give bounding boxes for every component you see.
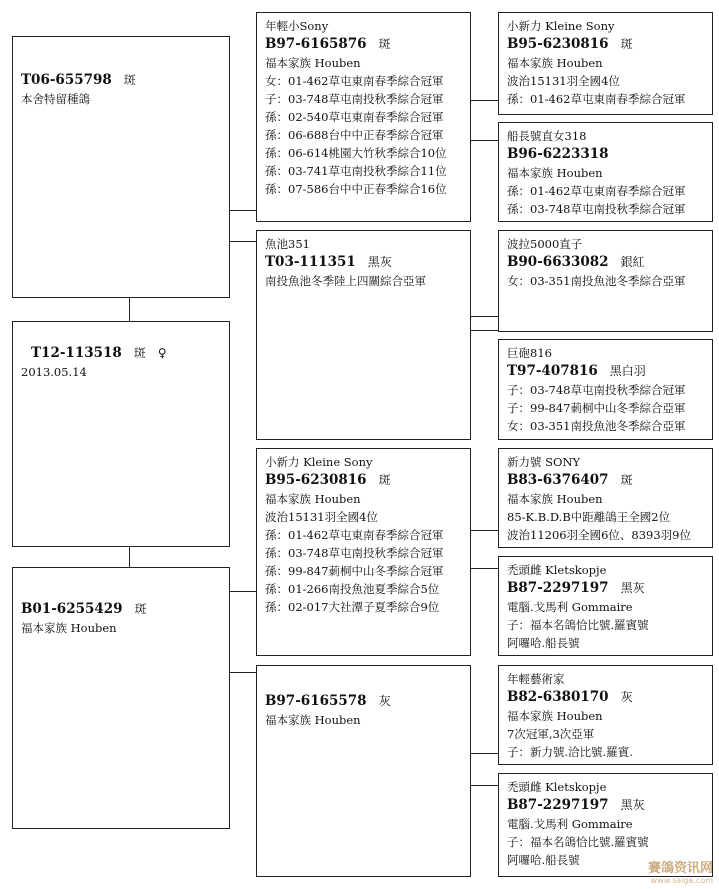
subject-date: 2013.05.14 bbox=[21, 365, 87, 379]
ds-line: 孫：01-462草屯東南春季綜合冠軍 bbox=[265, 528, 444, 542]
connector bbox=[470, 140, 498, 141]
ss-line: 孫：02-540草屯東南春季綜合冠軍 bbox=[265, 110, 444, 124]
watermark-text: 賽鴿资讯网 bbox=[647, 861, 713, 876]
sd-ring: T03-111351 黑灰 bbox=[265, 254, 392, 270]
dsd-line: 阿囉哈.船長號 bbox=[507, 636, 580, 650]
ssd-line: 孫：03-748草屯南投秋季綜合冠軍 bbox=[507, 202, 686, 216]
connector bbox=[470, 568, 498, 569]
connector bbox=[470, 100, 498, 101]
sdd-line: 女：03-351南投魚池冬季綜合亞軍 bbox=[507, 419, 686, 433]
sss-name: 小新力 Kleine Sony bbox=[507, 19, 615, 33]
ds-line: 福本家族 Houben bbox=[265, 492, 361, 506]
ssd-name: 船長號直女318 bbox=[507, 129, 587, 143]
dds-ring: B82-6380170 灰 bbox=[507, 689, 633, 705]
dsd-ring: B87-2297197 黑灰 bbox=[507, 580, 645, 596]
sdd-ring: T97-407816 黑白羽 bbox=[507, 363, 646, 379]
connector bbox=[229, 591, 256, 592]
dsd-name: 禿頭雌 Kletskopje bbox=[507, 563, 607, 577]
watermark bbox=[648, 857, 713, 885]
sire-ring: T06-655798 斑 bbox=[21, 72, 136, 88]
connector bbox=[470, 530, 498, 531]
sds-ring: B90-6633082 銀紅 bbox=[507, 254, 645, 270]
dds-line: 7次冠軍,3次亞軍 bbox=[507, 727, 595, 741]
dds-line: 福本家族 Houben bbox=[507, 709, 603, 723]
connector bbox=[470, 785, 498, 786]
subject-box bbox=[12, 321, 230, 547]
ds-line: 孫：03-748草屯南投秋季綜合冠軍 bbox=[265, 546, 444, 560]
ds-line: 孫：02-017大社潭子夏季綜合9位 bbox=[265, 600, 440, 614]
dss-box bbox=[498, 448, 713, 548]
ds-box bbox=[256, 448, 471, 656]
sss-line: 波治15131羽全國4位 bbox=[507, 74, 620, 88]
connector bbox=[470, 753, 498, 754]
sdd-name: 巨砲816 bbox=[507, 346, 552, 360]
dam-box bbox=[12, 567, 230, 829]
ds-ring: B95-6230816 斑 bbox=[265, 472, 391, 488]
ds-line: 孫：99-847莿桐中山冬季綜合冠軍 bbox=[265, 564, 444, 578]
dds-box bbox=[498, 665, 713, 765]
sss-box bbox=[498, 12, 713, 115]
ddd-line: 電腦.戈馬利 Gommaire bbox=[507, 817, 633, 831]
ss-ring: B97-6165876 斑 bbox=[265, 36, 391, 52]
ssd-line: 福本家族 Houben bbox=[507, 166, 603, 180]
dam-line: 福本家族 Houben bbox=[21, 621, 117, 635]
sss-line: 孫：01-462草屯東南春季綜合冠軍 bbox=[507, 92, 686, 106]
dds-name: 年輕藝術家 bbox=[507, 672, 565, 686]
dsd-line: 電腦.戈馬利 Gommaire bbox=[507, 600, 633, 614]
ddd-line: 子：福本名鴿恰比號.羅賓號 bbox=[507, 835, 649, 849]
female-symbol: ♀ bbox=[157, 346, 167, 360]
sire-box bbox=[12, 36, 230, 298]
ddd-name: 禿頭雌 Kletskopje bbox=[507, 780, 607, 794]
ddd-ring: B87-2297197 黑灰 bbox=[507, 797, 645, 813]
sds-box bbox=[498, 230, 713, 332]
connector bbox=[470, 316, 498, 317]
connector bbox=[129, 546, 130, 567]
connector bbox=[470, 330, 498, 331]
dss-line: 福本家族 Houben bbox=[507, 492, 603, 506]
dd-line: 福本家族 Houben bbox=[265, 713, 361, 727]
sd-name: 魚池351 bbox=[265, 237, 310, 251]
sire-line: 本舍特留種鴿 bbox=[21, 92, 90, 106]
ss-line: 孫：06-688台中中正春季綜合冠軍 bbox=[265, 128, 444, 142]
ss-line: 孫：03-741草屯南投秋季綜合11位 bbox=[265, 164, 447, 178]
sds-line: 女：03-351南投魚池冬季綜合亞軍 bbox=[507, 274, 686, 288]
sdd-line: 子：99-847莿桐中山冬季綜合亞軍 bbox=[507, 401, 686, 415]
subject-ring: T12-113518 斑 ♀ bbox=[31, 345, 167, 361]
ss-name: 年輕小Sony bbox=[265, 19, 329, 33]
ss-line: 福本家族 Houben bbox=[265, 56, 361, 70]
sd-box bbox=[256, 230, 471, 440]
sdd-line: 子：03-748草屯南投秋季綜合冠軍 bbox=[507, 383, 686, 397]
dss-ring: B83-6376407 斑 bbox=[507, 472, 633, 488]
ds-name: 小新力 Kleine Sony bbox=[265, 455, 373, 469]
dd-ring: B97-6165578 灰 bbox=[265, 693, 391, 709]
connector bbox=[229, 210, 256, 211]
sss-ring: B95-6230816 斑 bbox=[507, 36, 633, 52]
dss-line: 85-K.B.D.B中距離鴿王全國2位 bbox=[507, 510, 671, 524]
ssd-ring: B96-6223318 bbox=[507, 146, 609, 162]
dss-line: 波治11206羽全國6位、8393羽9位 bbox=[507, 528, 691, 542]
sdd-box bbox=[498, 339, 713, 440]
dd-box bbox=[256, 665, 471, 877]
dsd-line: 子：福本名鴿恰比號.羅賓號 bbox=[507, 618, 649, 632]
ss-line: 孫：07-586台中中正春季綜合16位 bbox=[265, 182, 447, 196]
sds-name: 波拉5000直子 bbox=[507, 237, 583, 251]
ss-line: 子：03-748草屯南投秋季綜合冠軍 bbox=[265, 92, 444, 106]
dam-ring: B01-6255429 斑 bbox=[21, 601, 147, 617]
ddd-line: 阿囉哈.船長號 bbox=[507, 853, 580, 867]
sss-line: 福本家族 Houben bbox=[507, 56, 603, 70]
connector bbox=[229, 672, 256, 673]
watermark-url: www.saige.com bbox=[650, 876, 713, 885]
ss-box bbox=[256, 12, 471, 222]
dss-name: 新力號 SONY bbox=[507, 455, 581, 469]
sd-line: 南投魚池冬季陸上四關綜合亞軍 bbox=[265, 274, 426, 288]
connector bbox=[229, 241, 256, 242]
ssd-line: 孫：01-462草屯東南春季綜合冠軍 bbox=[507, 184, 686, 198]
ds-line: 孫：01-266南投魚池夏季綜合5位 bbox=[265, 582, 440, 596]
ss-line: 女：01-462草屯東南春季綜合冠軍 bbox=[265, 74, 444, 88]
connector bbox=[129, 298, 130, 321]
dsd-box bbox=[498, 556, 713, 656]
dds-line: 子：新力號.洽比號.羅賓. bbox=[507, 745, 633, 759]
ss-line: 孫：06-614桃園大竹秋季綜合10位 bbox=[265, 146, 447, 160]
ds-line: 波治15131羽全國4位 bbox=[265, 510, 378, 524]
ssd-box bbox=[498, 122, 713, 222]
